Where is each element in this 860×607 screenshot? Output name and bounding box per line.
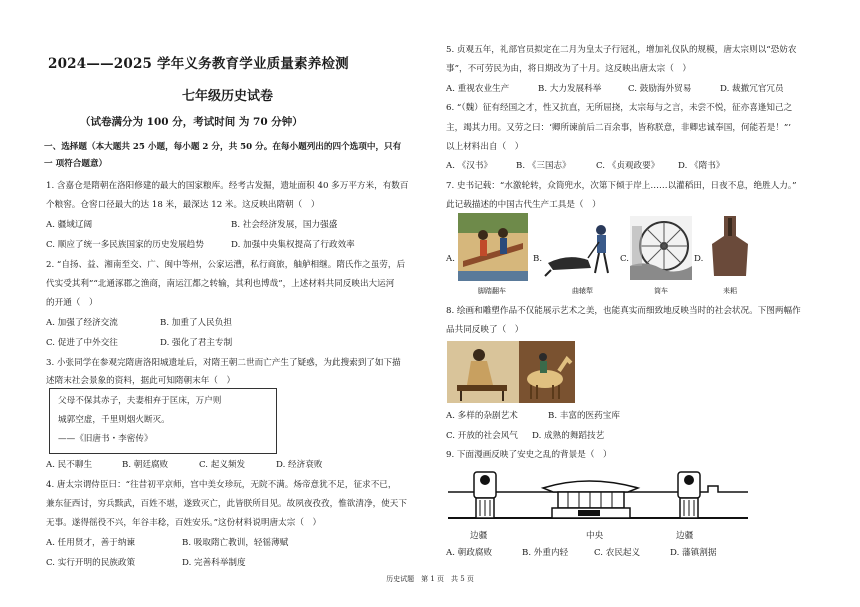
q5-option-b[interactable]: B. 大力发展科举 (538, 84, 602, 94)
q6-stem-line3: 以上材料出自（ ） (446, 142, 524, 152)
q7-stem-line2: 此记载描述的中国古代生产工具是（ ） (446, 200, 601, 210)
q7-label-a[interactable]: A. (446, 254, 455, 264)
q8-stem-line2: 品共同反映了（ ） (446, 325, 524, 335)
q7-label-c[interactable]: C. (620, 254, 630, 264)
q9-option-a[interactable]: A. 朝政腐败 (446, 548, 493, 558)
q6-option-d[interactable]: D. 《隋书》 (678, 161, 725, 171)
treadle-waterwheel-illustration (458, 213, 528, 281)
q4-option-b[interactable]: B. 吸取隋亡教训，轻徭薄赋 (182, 538, 289, 548)
q9-label-center: 中央 (586, 531, 604, 541)
q1-option-b[interactable]: B. 社会经济发展，国力强盛 (231, 220, 338, 230)
q8-option-d[interactable]: D. 成熟的舞蹈技艺 (532, 431, 605, 441)
q4-option-a[interactable]: A. 任用贤才，善于纳谏 (46, 538, 136, 548)
q6-option-c[interactable]: C. 《贞观政要》 (596, 161, 660, 171)
exam-subtitle: 七年级历史试卷 (182, 89, 274, 104)
left-column (42, 0, 422, 607)
q5-option-c[interactable]: C. 鼓励海外贸易 (628, 84, 692, 94)
q3-quote-line1: 父母不保其赤子，夫妻相弃于匡床，万户则 (58, 396, 222, 406)
q9-option-d[interactable]: D. 藩镇割据 (670, 548, 717, 558)
curved-plow-illustration (543, 218, 618, 280)
q4-stem-line1: 4. 唐太宗谓侍臣曰：“往昔初平京师，宫中美女珍玩，无院不满。炀帝意犹不足，征求不已， (46, 480, 397, 490)
q3-option-d[interactable]: D. 经济衰败 (276, 460, 323, 470)
q7-image-a[interactable] (458, 213, 528, 281)
q5-option-a[interactable]: A. 重视农业生产 (446, 84, 510, 94)
q2-stem-line3: 的开通（ ） (46, 298, 98, 308)
tang-painting-and-sculpture (447, 341, 575, 403)
tube-waterwheel-illustration (630, 216, 692, 280)
q3-option-b[interactable]: B. 朝廷腐败 (122, 460, 169, 470)
q7-image-d[interactable] (704, 214, 756, 280)
q7-label-d[interactable]: D. (694, 254, 704, 264)
q8-option-c[interactable]: C. 开放的社会风气 (446, 431, 518, 441)
q2-stem-line1: 2. “自扬、益、湘南至交、广、闽中等州，公家运漕，私行商旅，舳舻相继。隋氏作之虽劳，后 (46, 260, 406, 270)
q6-stem-line2: 主，竭其力用。又劳之曰：‘卿所谏前后二百余事，皆称朕意，非卿忠诚奉国，何能若是！”’ (446, 123, 792, 133)
q3-option-c[interactable]: C. 起义频发 (199, 460, 246, 470)
q2-option-c[interactable]: C. 促进了中外交往 (46, 338, 118, 348)
q5-option-d[interactable]: D. 裁撤冗官冗员 (720, 84, 784, 94)
q7-caption-d: 耒耜 (723, 287, 737, 295)
q9-option-b[interactable]: B. 外重内轻 (522, 548, 569, 558)
exam-info: （试卷满分为 100 分，考试时间 为 70 分钟） (80, 116, 303, 128)
q9-option-c[interactable]: C. 农民起义 (594, 548, 641, 558)
q6-option-a[interactable]: A. 《汉书》 (446, 161, 493, 171)
q2-option-d[interactable]: D. 强化了君主专制 (160, 338, 233, 348)
q8-stem-line1: 8. 绘画和雕塑作品不仅能展示艺术之美，也能真实而细致地反映当时的社会状况。下图两幅作 (446, 306, 801, 316)
q1-stem-line1: 1. 含嘉仓是隋朝在洛阳修建的最大的国家粮库。经考古发掘，遗址面积 40 多万平方米，有数百 (46, 181, 409, 191)
q3-stem-line1: 3. 小张同学在参观完隋唐洛阳城遗址后，对隋王朝二世而亡产生了疑惑，为此搜索到了如下描 (46, 358, 401, 368)
page-footer: 历史试题 第 1 页 共 5 页 (386, 575, 474, 583)
frontier-vs-center-cartoon (448, 466, 748, 528)
q7-stem-line1: 7. 史书记载：“水激轮转，众筒兜水，次第下倾于岸上……以灌稻田，日夜不息，绝胜人力。” (446, 181, 797, 191)
q3-option-a[interactable]: A. 民不聊生 (46, 460, 93, 470)
q9-stem-line1: 9. 下面漫画反映了安史之乱的背景是（ ） (446, 450, 612, 460)
q9-label-right: 边疆 (676, 531, 694, 541)
q7-label-b[interactable]: B. (533, 254, 543, 264)
q8-option-b[interactable]: B. 丰富的医药宝库 (548, 411, 620, 421)
q6-stem-line1: 6. “（魏）征有经国之才，性又抗直，无所屈挠，太宗每与之言，未尝不悦，征亦喜逢知己之 (446, 103, 793, 113)
q7-caption-a: 脚踏翻车 (478, 287, 506, 295)
q4-option-c[interactable]: C. 实行开明的民族政策 (46, 558, 136, 568)
q4-stem-line3: 无事。遂得徭役不兴，年谷丰稔，百姓安乐。”这份材料说明唐太宗（ ） (46, 518, 322, 528)
q1-option-d[interactable]: D. 加强中央集权提高了行政效率 (231, 240, 355, 250)
q4-stem-line2: 兼东征西讨，穷兵黩武，百姓不堪，遂致灭亡，此皆朕所目见。故夙夜孜孜，惟欲清净，使天下 (46, 499, 407, 509)
q3-stem-line2: 述隋末社会景象的资料，据此可知隋朝末年（ ） (46, 376, 236, 386)
q2-option-a[interactable]: A. 加强了经济交流 (46, 318, 118, 328)
q3-quote-box (49, 388, 277, 454)
q1-stem-line2: 个粮窖。仓窖口径最大的达 18 米，最深达 12 米。这反映出隋朝（ ） (46, 200, 320, 210)
exam-title: 2024——2025 学年义务教育学业质量素养检测 (48, 56, 349, 72)
q9-label-left: 边疆 (470, 531, 488, 541)
q2-option-b[interactable]: B. 加重了人民负担 (160, 318, 232, 328)
q7-caption-c: 筒车 (654, 287, 668, 295)
q4-option-d[interactable]: D. 完善科举制度 (182, 558, 246, 568)
section-heading-line1: 一、选择题（本大题共 25 小题，每小题 2 分，共 50 分。在每小题列出的四个选项中，只有 (44, 142, 402, 152)
q5-stem-line2: 事”，不可劳民为由，将日期改为了十月。这反映出唐太宗（ ） (446, 64, 692, 74)
q5-stem-line1: 5. 贞观五年，礼部官员拟定在二月为皇太子行冠礼，增加礼仪队的规模，唐太宗则以“恐妨农 (446, 45, 797, 55)
q6-option-b[interactable]: B. 《三国志》 (516, 161, 571, 171)
q9-cartoon (448, 466, 748, 528)
q7-image-c[interactable] (630, 216, 692, 280)
q3-quote-line2: 城郭空虚，千里则烟火断灭。 (58, 415, 170, 425)
q8-option-a[interactable]: A. 多样的杂剧艺术 (446, 411, 518, 421)
q1-option-c[interactable]: C. 顺应了统一多民族国家的历史发展趋势 (46, 240, 204, 250)
spade-tool-illustration (704, 214, 756, 280)
q3-quote-source: ——《旧唐书・李密传》 (58, 434, 153, 444)
q2-stem-line2: 代实受其利”“北通涿郡之渔商，南运江都之转输，其利也博哉”，上述材料共同反映出大运河 (46, 279, 395, 289)
q7-image-b[interactable] (543, 218, 618, 280)
section-heading-line2: 一 项符合题意） (44, 159, 108, 169)
q1-option-a[interactable]: A. 疆域辽阔 (46, 220, 93, 230)
q8-artwork-images (447, 341, 575, 403)
q7-caption-b: 曲辕犁 (572, 287, 593, 295)
